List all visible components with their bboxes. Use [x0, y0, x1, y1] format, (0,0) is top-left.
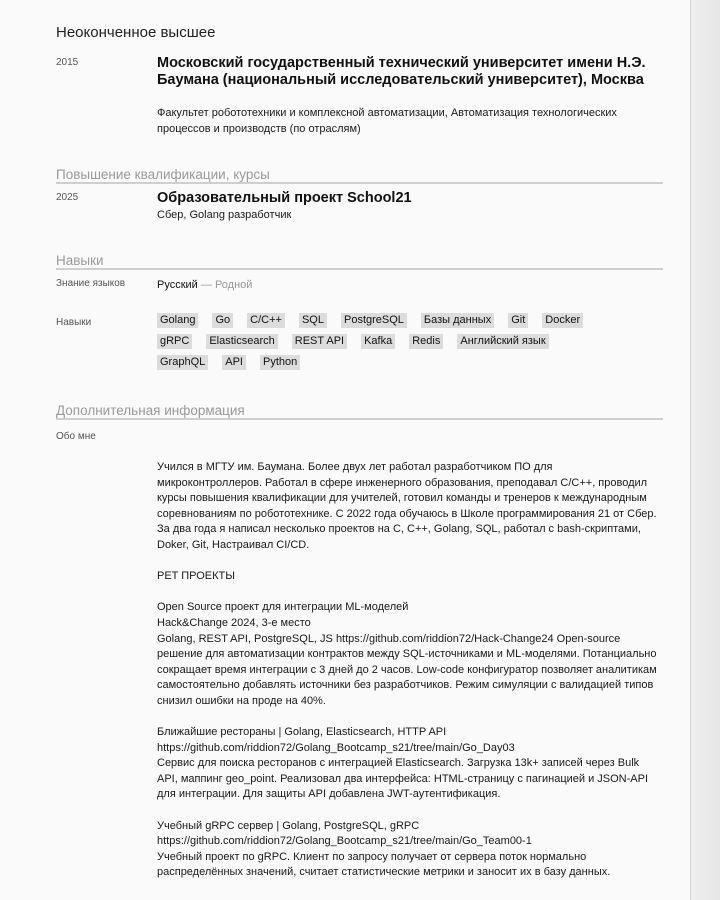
skill-tag: API [222, 355, 246, 370]
project1-title: Open Source проект для интеграции ML-моделей [157, 601, 409, 614]
skill-row [157, 313, 617, 328]
language-entry [157, 279, 252, 291]
education-level: Неоконченное высшее [56, 24, 216, 41]
languages-label: Знание языков [56, 278, 126, 289]
skill-tag: Elasticsearch [206, 334, 277, 349]
project1-description: Golang, REST API, PostgreSQL, JS https://github.com/riddion72/Hack-Change24 Open-source решение для автоматизации контрактов между SQL-источниками и ML-моделями. Потанциально сокращает время интеграции с 3 дней до 2 часов. Low-code конфигуратор позволяет аналитикам самостоятельно добавлять источники без разработчиков. Режим симуляции с валидацией типов снизил ошибки на проде на 40%. [157, 632, 657, 707]
skills-section-title: Навыки [56, 253, 104, 268]
skill-row [157, 334, 617, 349]
project2-title: Ближайшие рестораны | Golang, Elasticsearch, HTTP API [157, 726, 447, 739]
skill-tag: gRPC [157, 334, 192, 349]
skill-tag: GraphQL [157, 355, 208, 370]
project3-link: https://github.com/riddion72/Golang_Bootcamp_s21/tree/main/Go_Team00-1 [157, 835, 532, 848]
project3-title: Учебный gRPC сервер | Golang, PostgreSQL, gRPC [157, 819, 420, 832]
project2-description: Сервис для поиска ресторанов с интеграцией Elasticsearch. Загрузка 13k+ записей через Bulk API, маппинг geo_point. Реализовал два интерфейса: HTML-страницу с пагинацией и JSON-API для интеграции. Для защиты API добавлена JWT-аутентификация. [157, 757, 649, 801]
skill-tag: Kafka [361, 334, 395, 349]
skills-section-divider [56, 268, 663, 270]
language-level: — Родной [197, 279, 253, 291]
project2-link: https://github.com/riddion72/Golang_Bootcamp_s21/tree/main/Go_Day03 [157, 741, 515, 754]
skill-tag: C/C++ [247, 313, 285, 328]
additional-section-divider [56, 418, 663, 420]
skill-tag: Базы данных [421, 313, 494, 328]
skill-row [157, 355, 617, 370]
institution-name: Московский государственный технический университет имени Н.Э. Баумана (национальный исследовательский университет), Москва [157, 55, 646, 88]
project3-description: Учебный проект по gRPC. Клиент по запросу получает от сервера поток нормально распределённых значений, считает статистические метрики и заносит их в базу данных. [157, 850, 611, 879]
pet-projects-heading: PET ПРОЕКТЫ [157, 570, 236, 583]
about-paragraph: Учился в МГТУ им. Баумана. Более двух лет работал разработчиком ПО для микроконтроллеров. Работал в сфере инженерного образования, преподавал C/C++, проводил курсы повышения квалификации для учителей, готовил команды и тренеров к международным соревнованиям по робототехнике. С 2022 года обучаюсь в Школе программирования 21 от Сбер. За два года я написал несколько проектов на C, C++, Golang, SQL, работал с bash-скриптами, Doker, Git, Настраивал CI/CD. [157, 461, 657, 551]
skill-tag: SQL [299, 313, 327, 328]
skill-tag: Python [260, 355, 300, 370]
project1-event: Hack&Change 2024, 3-е место [157, 616, 311, 629]
education-year: 2015 [56, 57, 79, 68]
skill-tag: Go [212, 313, 233, 328]
language-name: Русский [157, 279, 198, 291]
skill-tag: REST API [292, 334, 347, 349]
skill-tag: Golang [157, 313, 198, 328]
additional-section-title: Дополнительная информация [56, 403, 245, 418]
faculty-text: Факультет робототехники и комплексной автоматизации, Автоматизация технологических процессов и производств (по отраслям) [157, 107, 617, 135]
skill-tag: Английский язык [457, 334, 548, 349]
skill-tag: PostgreSQL [341, 313, 407, 328]
skill-tags [157, 313, 617, 376]
course-year: 2025 [56, 192, 79, 203]
about-label: Обо мне [56, 431, 96, 442]
skill-tag: Redis [409, 334, 443, 349]
skills-label: Навыки [56, 317, 92, 328]
about-content [157, 460, 657, 881]
page-edge-shadow [690, 0, 720, 900]
skill-tag: Docker [542, 313, 583, 328]
courses-section-title: Повышение квалификации, курсы [56, 167, 270, 182]
course-title: Образовательный проект School21 [157, 190, 412, 206]
skill-tag: Git [508, 313, 528, 328]
course-org: Сбер, Golang разработчик [157, 209, 292, 221]
courses-section-divider [56, 182, 663, 184]
